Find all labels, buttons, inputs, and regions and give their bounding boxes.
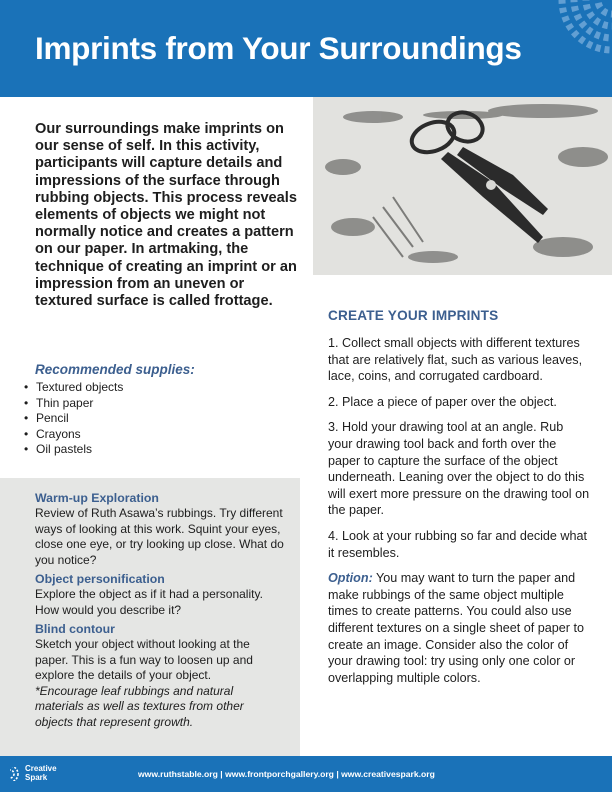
blind-contour-text: Sketch your object without looking at the paper. This is a fun way to loosen up and explore the details of your object.: [35, 637, 253, 682]
step-2: 2. Place a piece of paper over the object.: [328, 394, 557, 409]
warmup-text: Review of Ruth Asawa’s rubbings. Try different ways of looking at this work. Squint your eyes, close one eye, or try looking up close. What do you notice?: [35, 506, 284, 567]
create-section: [328, 308, 590, 695]
logo-text: Creative Spark: [25, 764, 57, 782]
step-1: 1. Collect small objects with different textures that are relatively flat, such as various leaves, lace, coins, and corrugated cardboard.: [328, 336, 583, 384]
blind-contour-heading: Blind contour: [35, 622, 115, 636]
supply-item: • Crayons: [22, 427, 123, 443]
supply-item: • Textured objects: [22, 380, 123, 396]
page-title: Imprints from Your Surroundings: [35, 30, 522, 66]
option-paragraph: [328, 570, 590, 686]
creative-spark-logo: [10, 763, 65, 785]
option-label: Option:: [328, 571, 373, 586]
scissors-rubbing-photo: [313, 97, 612, 275]
create-heading: CREATE YOUR IMPRINTS: [328, 308, 499, 323]
supplies-heading: Recommended supplies:: [35, 362, 195, 377]
personification-text: Explore the object as if it had a personality. How would you describe it?: [35, 587, 263, 617]
sunburst-icon: [532, 0, 612, 60]
exploration-sidebar: [0, 478, 300, 756]
header-banner: [0, 0, 612, 97]
warmup-heading: Warm-up Exploration: [35, 491, 159, 505]
rubbing-photo: [313, 97, 612, 275]
spark-icon: [10, 767, 22, 781]
step-3: 3. Hold your drawing tool at an angle. Rub your drawing tool back and forth over the paper to capture the surface of the object underneath. Leaning over the object to do this will exert more pressure on the drawing tool on the paper.: [328, 420, 590, 518]
footer-bar: [0, 756, 612, 792]
step-4: 4. Look at your rubbing so far and decide what it resembles.: [328, 528, 588, 560]
intro-paragraph: Our surroundings make imprints on our sense of self. In this activity, participants will capture details and impressions of the surface through rubbing objects. This process reveals elements of objects we might not normally notice and creates a pattern on our paper. In artmaking, the technique of creating an imprint or an impression from an uneven or textured surface is called frottage.: [35, 121, 297, 310]
personification-heading: Object personification: [35, 572, 165, 586]
supply-item: • Pencil: [22, 411, 123, 427]
supply-item: • Thin paper: [22, 396, 123, 412]
supply-item: • Oil pastels: [22, 442, 123, 458]
option-text: You may want to turn the paper and make rubbings of the same object multiple times to create patterns. You could also use different textures on a single sheet of paper to create an image. Consider also the color of your drawing tool: try using only one color or overlapping multiple colors.: [328, 571, 585, 685]
supplies-list: [22, 380, 123, 458]
footer-links[interactable]: www.ruthstable.org | www.frontporchgallery.org | www.creativespark.org: [138, 769, 435, 779]
encourage-note: *Encourage leaf rubbings and natural materials as well as textures from other objects that represent growth.: [35, 683, 244, 729]
